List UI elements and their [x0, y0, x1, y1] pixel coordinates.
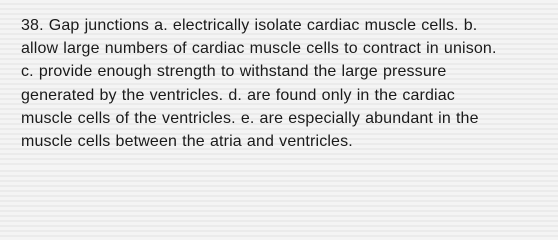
question-text [21, 14, 544, 153]
question-line: muscle cells between the atria and ventricles. [21, 133, 353, 151]
question-line: generated by the ventricles. d. are found only in the cardiac [21, 86, 455, 104]
question-line: muscle cells of the ventricles. e. are especially abundant in the [21, 109, 479, 127]
question-line: c. provide enough strength to withstand the large pressure [21, 63, 447, 81]
question-line: allow large numbers of cardiac muscle cells to contract in unison. [21, 40, 497, 58]
question-line: 38. Gap junctions a. electrically isolate cardiac muscle cells. b. [21, 17, 478, 34]
